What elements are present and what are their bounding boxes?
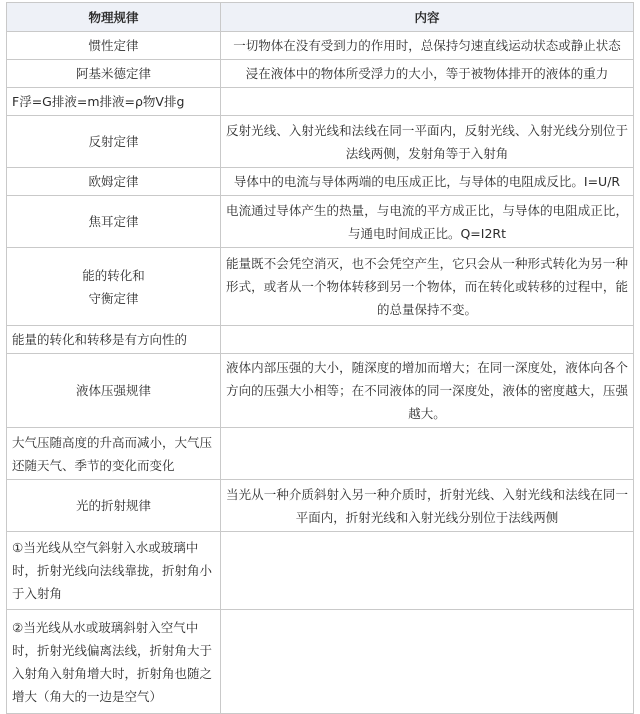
law-name: 光的折射规律: [7, 480, 221, 532]
law-name: 焦耳定律: [7, 196, 221, 248]
table-row: [7, 354, 634, 428]
law-content: 当光从一种介质斜射入另一种介质时，折射光线、入射光线和法线在同一平面内，折射光线和入射光线分别位于法线两侧: [221, 480, 634, 532]
table-row: [7, 248, 634, 326]
table-row: [7, 88, 634, 116]
table-row: [7, 168, 634, 196]
table-row: [7, 480, 634, 532]
table-row: [7, 326, 634, 354]
law-content: [221, 326, 634, 354]
law-name: 阿基米德定律: [7, 60, 221, 88]
law-content: [221, 428, 634, 480]
table-row: [7, 32, 634, 60]
law-name: 惯性定律: [7, 32, 221, 60]
table-row: [7, 196, 634, 248]
law-content: 浸在液体中的物体所受浮力的大小，等于被物体排开的液体的重力: [221, 60, 634, 88]
law-name: 能量的转化和转移是有方向性的: [7, 326, 221, 354]
law-content: 液体内部压强的大小，随深度的增加而增大；在同一深度处，液体向各个方向的压强大小相等；在不同液体的同一深度处，液体的密度越大，压强越大。: [221, 354, 634, 428]
table-row: [7, 610, 634, 714]
table-row: [7, 428, 634, 480]
law-name: F浮=G排液=m排液=ρ物V排g: [7, 88, 221, 116]
table-header-row: [7, 3, 634, 32]
law-name: 大气压随高度的升高而减小，大气压还随天气、季节的变化而变化: [7, 428, 221, 480]
law-name: ②当光线从水或玻璃斜射入空气中时，折射光线偏离法线，折射角大于入射角入射角增大时，折射角也随之增大（角大的一边是空气）: [7, 610, 221, 714]
law-name-line: 守衡定律: [88, 290, 139, 306]
law-name: 欧姆定律: [7, 168, 221, 196]
law-content: [221, 532, 634, 610]
law-name: [7, 248, 221, 326]
table-row: [7, 116, 634, 168]
law-content: 导体中的电流与导体两端的电压成正比，与导体的电阻成反比。I=U/R: [221, 168, 634, 196]
law-content: 电流通过导体产生的热量，与电流的平方成正比，与导体的电阻成正比，与通电时间成正比。Q=I2Rt: [221, 196, 634, 248]
law-content: 一切物体在没有受到力的作用时，总保持匀速直线运动状态或静止状态: [221, 32, 634, 60]
law-name: 反射定律: [7, 116, 221, 168]
physics-laws-table: [6, 2, 634, 714]
law-name-line: 能的转化和: [82, 267, 145, 283]
header-content: 内容: [221, 3, 634, 32]
header-law: 物理规律: [7, 3, 221, 32]
law-name: ①当光线从空气斜射入水或玻璃中时，折射光线向法线靠拢，折射角小于入射角: [7, 532, 221, 610]
table-row: [7, 60, 634, 88]
table-row: [7, 532, 634, 610]
law-content: 能量既不会凭空消灭，也不会凭空产生，它只会从一种形式转化为另一种形式，或者从一个物体转移到另一个物体，而在转化或转移的过程中，能的总量保持不变。: [221, 248, 634, 326]
law-name: 液体压强规律: [7, 354, 221, 428]
law-content: 反射光线、入射光线和法线在同一平面内，反射光线、入射光线分别位于法线两侧，发射角等于入射角: [221, 116, 634, 168]
law-content: [221, 88, 634, 116]
law-content: [221, 610, 634, 714]
